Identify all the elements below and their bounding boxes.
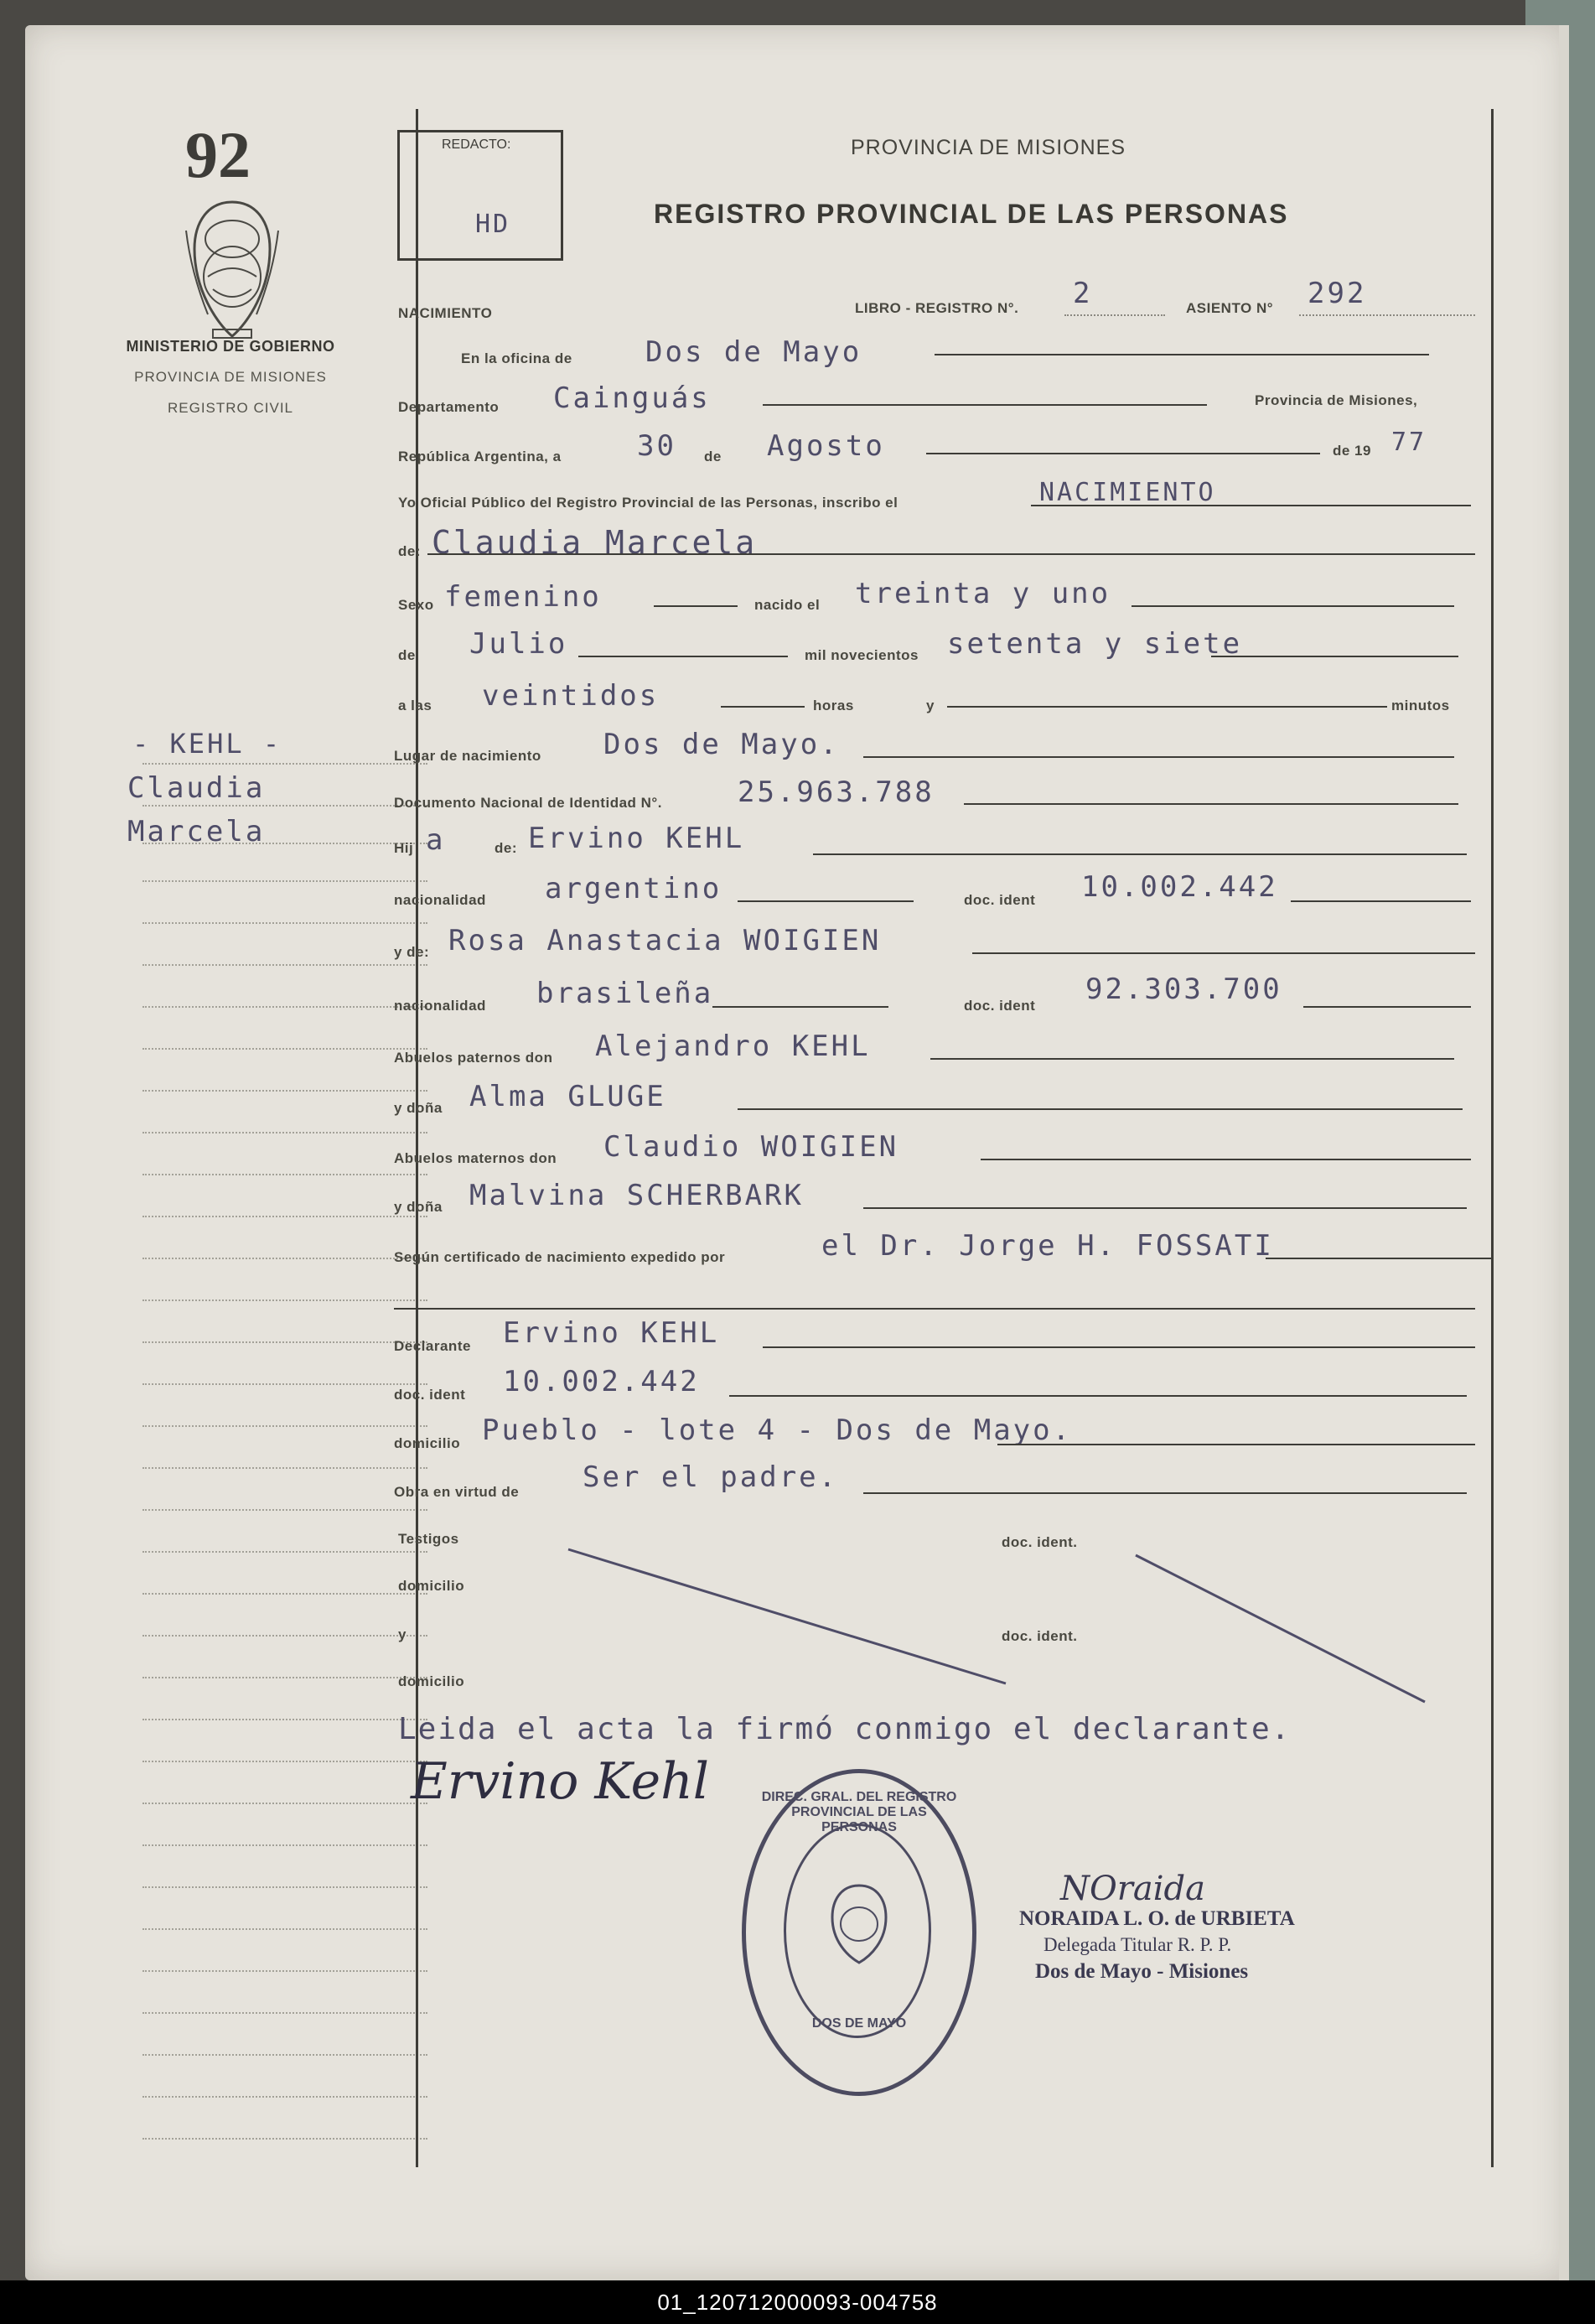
nacido-value: treinta y uno <box>855 577 1111 610</box>
redacto-label: REDACTO: <box>442 137 511 152</box>
ydona1-label: y doña <box>394 1100 443 1116</box>
yde-label: y de: <box>394 944 430 960</box>
abmat-label: Abuelos maternos don <box>394 1150 557 1166</box>
hija-suffix: a <box>426 823 446 857</box>
anio-label: de 19 <box>1333 443 1371 459</box>
lugar-label: Lugar de nacimiento <box>394 748 541 764</box>
official-signature: NOraida <box>1060 1870 1206 1908</box>
asiento-label: ASIENTO N° <box>1186 300 1274 316</box>
hija-de-label: de: <box>495 840 517 856</box>
domicilio-label: domicilio <box>394 1435 461 1451</box>
dom2-label: domicilio <box>398 1673 465 1689</box>
republica-label: República Argentina, a <box>398 449 562 464</box>
abmat-value: Claudio WOIGIEN <box>603 1130 899 1164</box>
stamp-inner-text: DOS DE MAYO <box>811 2016 907 2031</box>
doc1-value: 10.002.442 <box>1081 870 1278 904</box>
dni-value: 25.963.788 <box>738 776 935 809</box>
anio-value: 77 <box>1391 428 1427 457</box>
docdec-value: 10.002.442 <box>503 1365 700 1398</box>
ministry-registry: REGISTRO CIVIL <box>167 400 294 416</box>
ministry-province: PROVINCIA DE MISIONES <box>134 369 327 385</box>
official-stamp <box>742 1769 976 2096</box>
dia-value: 30 <box>637 429 676 463</box>
nac2-label: nacionalidad <box>394 998 486 1014</box>
lugar-value: Dos de Mayo. <box>603 728 840 761</box>
footer-id: 01_120712000093-004758 <box>0 2280 1595 2324</box>
mes-value: Agosto <box>767 429 885 463</box>
page-edge <box>1559 25 1569 2280</box>
cert-value: el Dr. Jorge H. FOSSATI <box>821 1229 1274 1263</box>
closing-text: Leida el acta la firmó conmigo el declarante. <box>398 1712 1292 1746</box>
y-label: y <box>926 698 935 713</box>
libro-label: LIBRO - REGISTRO N°. <box>855 300 1019 316</box>
official-title: Delegada Titular R. P. P. <box>1043 1934 1232 1955</box>
declarante-label: Declarante <box>394 1338 471 1354</box>
y2-label: y <box>398 1626 407 1642</box>
nacido-label: nacido el <box>754 597 821 613</box>
de-label: de <box>704 449 722 464</box>
mil-label: mil novecientos <box>805 647 919 663</box>
ministry-title: MINISTERIO DE GOBIERNO <box>126 338 335 355</box>
docid1-label: doc. ident. <box>1002 1534 1078 1550</box>
libro-value: 2 <box>1073 277 1093 310</box>
declarant-signature: Ervino Kehl <box>411 1752 709 1811</box>
abpat-label: Abuelos paternos don <box>394 1050 553 1066</box>
oficina-label: En la oficina de <box>461 350 572 366</box>
margin-note-name1: Claudia <box>127 771 266 805</box>
obra-label: Obra en virtud de <box>394 1484 520 1500</box>
abpat-value: Alejandro KEHL <box>595 1030 871 1063</box>
ydona2-label: y doña <box>394 1199 443 1215</box>
mes-nac-value: Julio <box>469 627 568 661</box>
oficina-value: Dos de Mayo <box>645 335 862 369</box>
official-place: Dos de Mayo - Misiones <box>1035 1960 1249 1983</box>
asiento-value: 292 <box>1308 277 1367 310</box>
departamento-value: Cainguás <box>553 381 711 415</box>
padre-value: Ervino KEHL <box>528 822 745 855</box>
redacto-initials: HD <box>475 210 511 239</box>
nacimiento-label: NACIMIENTO <box>398 305 493 321</box>
anio-nac-value: setenta y siete <box>947 627 1243 661</box>
domicilio-value: Pueblo - lote 4 - Dos de Mayo. <box>482 1414 1073 1447</box>
margin-note-surname: - KEHL - <box>132 728 282 760</box>
header-province: PROVINCIA DE MISIONES <box>851 136 1126 159</box>
testigos-label: Testigos <box>398 1531 459 1547</box>
hora-value: veintidos <box>482 679 660 713</box>
document-page <box>25 25 1567 2280</box>
alas-label: a las <box>398 698 432 713</box>
nombre-value: Claudia Marcela <box>432 524 758 561</box>
obra-value: Ser el padre. <box>583 1460 839 1494</box>
nac1-label: nacionalidad <box>394 892 486 908</box>
sexo-label: Sexo <box>398 597 434 613</box>
horas-label: horas <box>813 698 854 713</box>
nac1-value: argentino <box>545 872 722 905</box>
declarante-value: Ervino KEHL <box>503 1316 720 1350</box>
docdec-label: doc. ident <box>394 1387 466 1403</box>
docid2-label: doc. ident. <box>1002 1628 1078 1644</box>
hija-label: Hij <box>394 840 414 856</box>
abpat2-value: Alma GLUGE <box>469 1080 666 1113</box>
de2-label: de <box>398 647 416 663</box>
doc1-label: doc. ident <box>964 892 1036 908</box>
oficial-label: Yo Oficial Público del Registro Provincial de las Personas, inscribo el <box>398 495 898 511</box>
acto-value: NACIMIENTO <box>1039 478 1216 507</box>
stamp-text: DIREC. GRAL. DEL REGISTRO PROVINCIAL DE LAS PERSONAS <box>761 1790 957 1834</box>
cert-label: Según certificado de nacimiento expedido por <box>394 1249 726 1265</box>
doc2-label: doc. ident <box>964 998 1036 1014</box>
de-persona-label: de: <box>398 543 421 559</box>
dom1-label: domicilio <box>398 1578 465 1594</box>
abmat2-value: Malvina SCHERBARK <box>469 1179 804 1212</box>
dni-label: Documento Nacional de Identidad N°. <box>394 795 662 811</box>
header-title: REGISTRO PROVINCIAL DE LAS PERSONAS <box>654 199 1289 229</box>
provincia-label: Provincia de Misiones, <box>1255 392 1418 408</box>
stamp-shield-icon <box>826 1882 893 1966</box>
departamento-label: Departamento <box>398 399 500 415</box>
madre-value: Rosa Anastacia WOIGIEN <box>448 924 882 957</box>
sheet-number: 92 <box>185 118 251 191</box>
official-name: NORAIDA L. O. de URBIETA <box>1019 1907 1295 1930</box>
doc2-value: 92.303.700 <box>1085 973 1282 1006</box>
minutos-label: minutos <box>1391 698 1450 713</box>
margin-note-name2: Marcela <box>127 815 266 848</box>
nac2-value: brasileña <box>536 977 714 1010</box>
sexo-value: femenino <box>444 580 602 614</box>
